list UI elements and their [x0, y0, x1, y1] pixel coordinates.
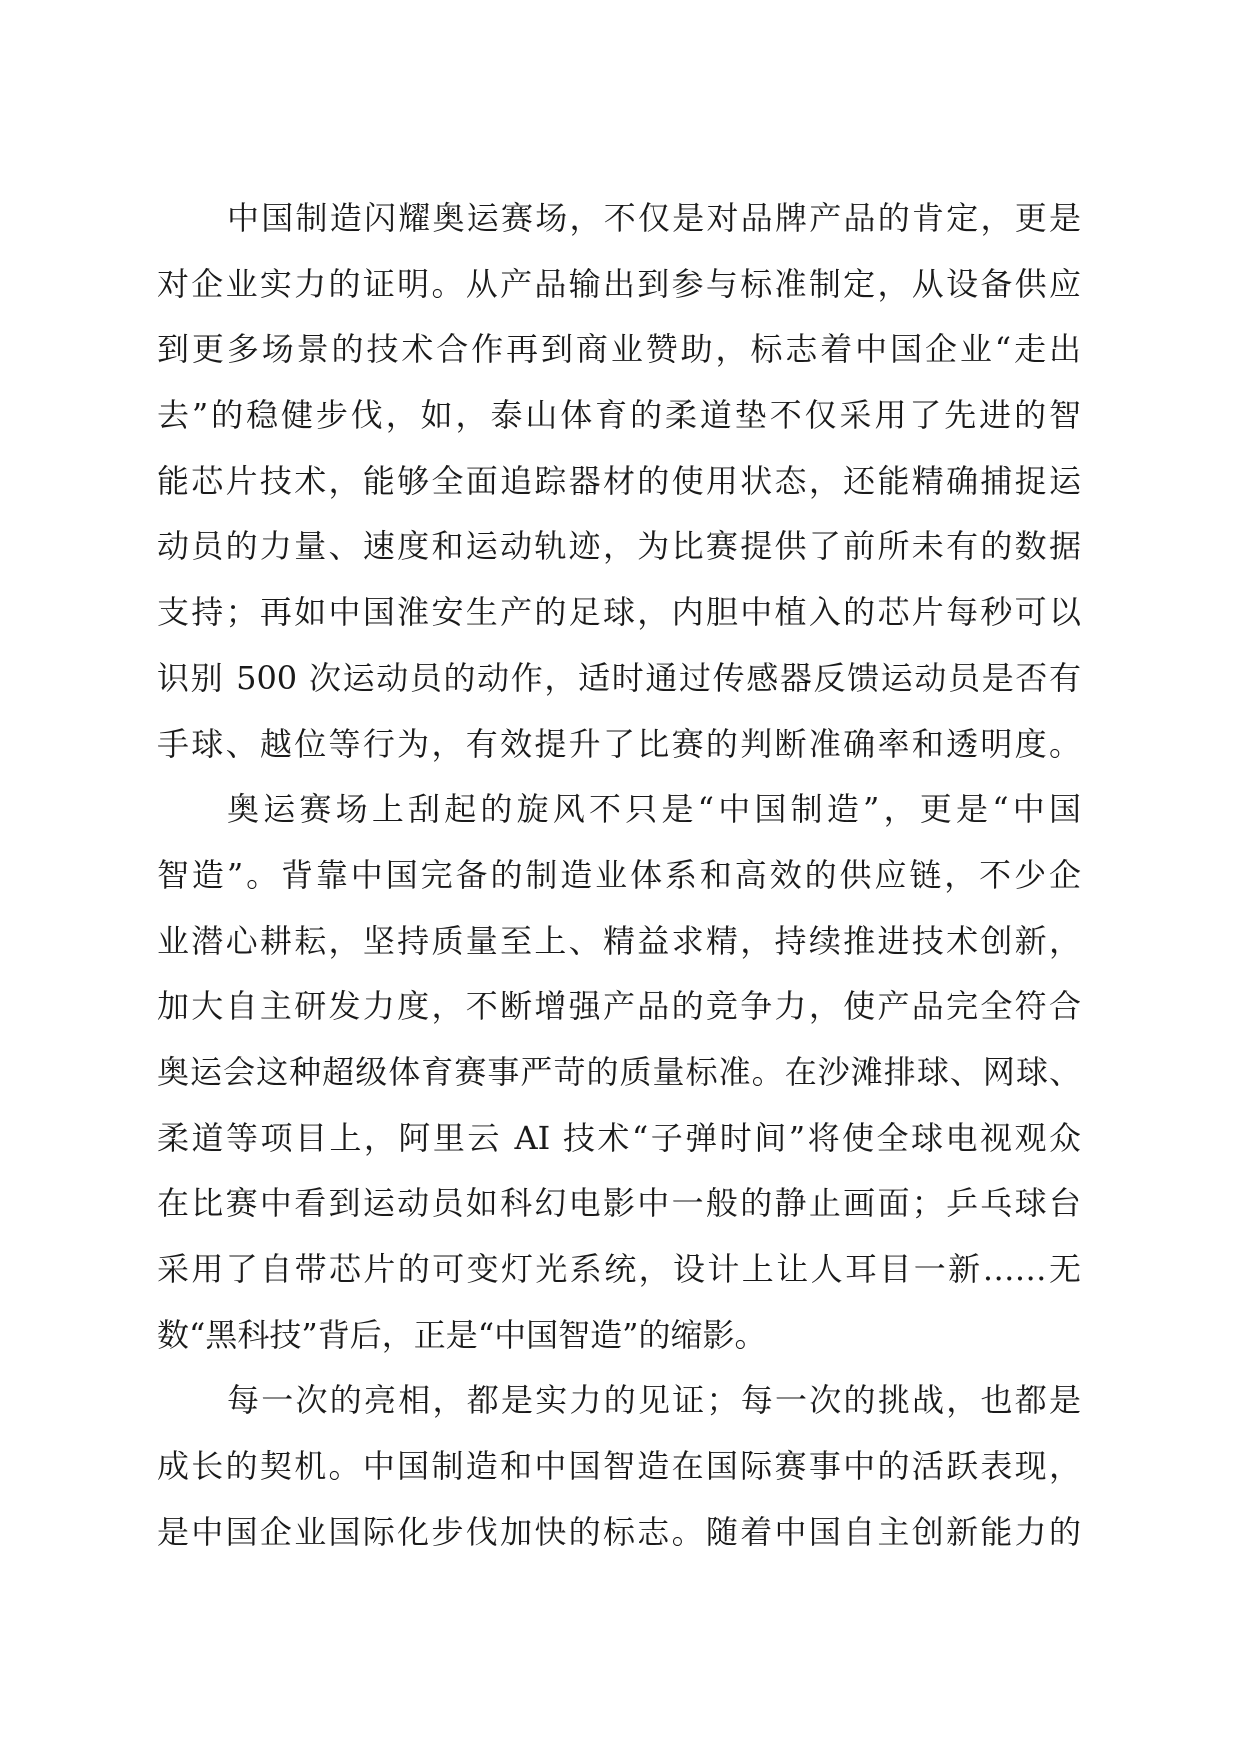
paragraph-3-line-3: 是中国企业国际化步伐加快的标志。随着中国自主创新能力的 — [157, 1512, 1081, 1551]
paragraph-1-line-8: 识别 500 次运动员的动作，适时通过传感器反馈运动员是否有 — [157, 658, 1081, 697]
paragraph-1-line-7: 支持；再如中国淮安生产的足球，内胆中植入的芯片每秒可以 — [157, 593, 1081, 632]
paragraph-2-line-2: 智造”。背靠中国完备的制造业体系和高效的供应链，不少企 — [157, 855, 1081, 894]
paragraph-1-line-9: 手球、越位等行为，有效提升了比赛的判断准确率和透明度。 — [157, 724, 1081, 763]
paragraph-2-line-5: 奥运会这种超级体育赛事严苛的质量标准。在沙滩排球、网球、 — [157, 1052, 1081, 1091]
paragraph-1-line-5: 能芯片技术，能够全面追踪器材的使用状态，还能精确捕捉运 — [157, 461, 1081, 500]
body-text — [157, 186, 1081, 1565]
paragraph-2-line-9: 数“黑科技”背后，正是“中国智造”的缩影。 — [157, 1315, 767, 1354]
paragraph-1-line-6: 动员的力量、速度和运动轨迹，为比赛提供了前所未有的数据 — [157, 527, 1081, 566]
paragraph-3-line-1: 每一次的亮相，都是实力的见证；每一次的挑战，也都是 — [227, 1381, 1081, 1420]
paragraph-2-line-3: 业潜心耕耘，坚持质量至上、精益求精，持续推进技术创新， — [157, 921, 1081, 960]
paragraph-2-line-7: 在比赛中看到运动员如科幻电影中一般的静止画面；乒乓球台 — [157, 1184, 1081, 1223]
paragraph-1-line-2: 对企业实力的证明。从产品输出到参与标准制定，从设备供应 — [157, 264, 1081, 303]
paragraph-1-line-4: 去”的稳健步伐，如，泰山体育的柔道垫不仅采用了先进的智 — [157, 396, 1081, 435]
paragraph-2-line-6: 柔道等项目上，阿里云 AI 技术“子弹时间”将使全球电视观众 — [157, 1118, 1081, 1157]
paragraph-2-line-1: 奥运赛场上刮起的旋风不只是“中国制造”，更是“中国 — [227, 790, 1081, 829]
paragraph-1-line-3: 到更多场景的技术合作再到商业赞助，标志着中国企业“走出 — [157, 330, 1081, 369]
paragraph-1-line-1: 中国制造闪耀奥运赛场，不仅是对品牌产品的肯定，更是 — [227, 199, 1081, 237]
paragraph-2-line-8: 采用了自带芯片的可变灯光系统，设计上让人耳目一新……无 — [157, 1250, 1081, 1288]
paragraph-3-line-2: 成长的契机。中国制造和中国智造在国际赛事中的活跃表现， — [157, 1447, 1081, 1486]
paragraph-2-line-4: 加大自主研发力度，不断增强产品的竞争力，使产品完全符合 — [157, 987, 1081, 1026]
